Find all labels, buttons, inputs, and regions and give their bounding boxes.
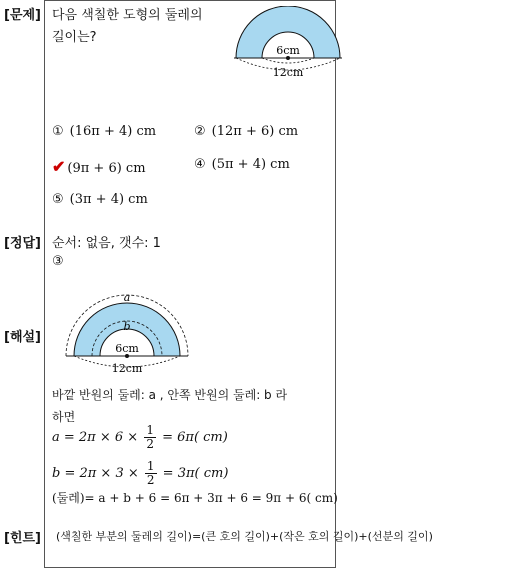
explanation-sentence-1: 바깥 반원의 둘레: a , 안쪽 반원의 둘레: b 라 (52, 388, 288, 402)
equation-a-numerator: 1 (146, 423, 154, 437)
equation-a-left: a = 2π × 6 × (52, 430, 139, 445)
equation-b-left: b = 2π × 3 × (52, 466, 139, 481)
option-4-text: (5π + 4) cm (211, 157, 290, 172)
explanation-inner-label: 6cm (115, 342, 139, 355)
explanation-outer-label: 12cm (111, 362, 143, 374)
explanation-sentence-2: 하면 (52, 410, 76, 424)
option-1-text: (16π + 4) cm (69, 124, 157, 139)
explanation-a-label: a (123, 292, 131, 304)
problem-label: [문제] (4, 8, 41, 23)
option-5-number: ⑤ (52, 192, 64, 207)
explanation-b-label: b (123, 320, 131, 333)
answer-line-1: 순서: 없음, 갯수: 1 (52, 236, 161, 251)
problem-figure (228, 6, 348, 78)
equation-total: (둘레)= a + b + 6 = 6π + 3π + 6 = 9π + 6( cm) (52, 491, 338, 505)
explanation-label: [해설] (4, 330, 41, 345)
option-5-text: (3π + 4) cm (69, 192, 148, 207)
equation-b-right: = 3π( cm) (162, 466, 229, 481)
equation-b-fraction (145, 460, 157, 487)
problem-outer-label: 12cm (272, 66, 304, 78)
answer-label: [정답] (4, 236, 41, 251)
option-3-text: (9π + 6) cm (67, 161, 146, 176)
option-5[interactable] (52, 192, 148, 207)
option-1[interactable] (52, 124, 156, 139)
equation-b (52, 460, 228, 487)
equation-a-fraction (144, 424, 156, 451)
answer-line-2: ③ (52, 254, 64, 269)
explanation-figure (62, 292, 192, 374)
option-2-number: ② (194, 124, 206, 139)
hint-text: (색칠한 부분의 둘레의 길이)=(큰 호의 길이)+(작은 호의 길이)+(선분의 길이) (56, 530, 433, 543)
hint-label: [힌트] (4, 531, 41, 546)
option-1-number: ① (52, 124, 64, 139)
problem-line-2: 길이는? (52, 30, 97, 45)
option-4-number: ④ (194, 157, 206, 172)
option-2-text: (12π + 6) cm (211, 124, 299, 139)
equation-a-denominator: 2 (146, 437, 154, 451)
option-2[interactable] (194, 124, 298, 139)
equation-a (52, 424, 228, 451)
equation-b-numerator: 1 (146, 459, 155, 473)
option-3[interactable] (52, 157, 146, 176)
equation-a-right: = 6π( cm) (162, 430, 228, 445)
checkmark-icon: ✔ (52, 157, 66, 176)
option-4[interactable] (194, 157, 290, 172)
equation-b-denominator: 2 (146, 473, 155, 487)
problem-inner-label: 6cm (276, 44, 300, 57)
problem-line-1: 다음 색칠한 도형의 둘레의 (52, 8, 203, 23)
